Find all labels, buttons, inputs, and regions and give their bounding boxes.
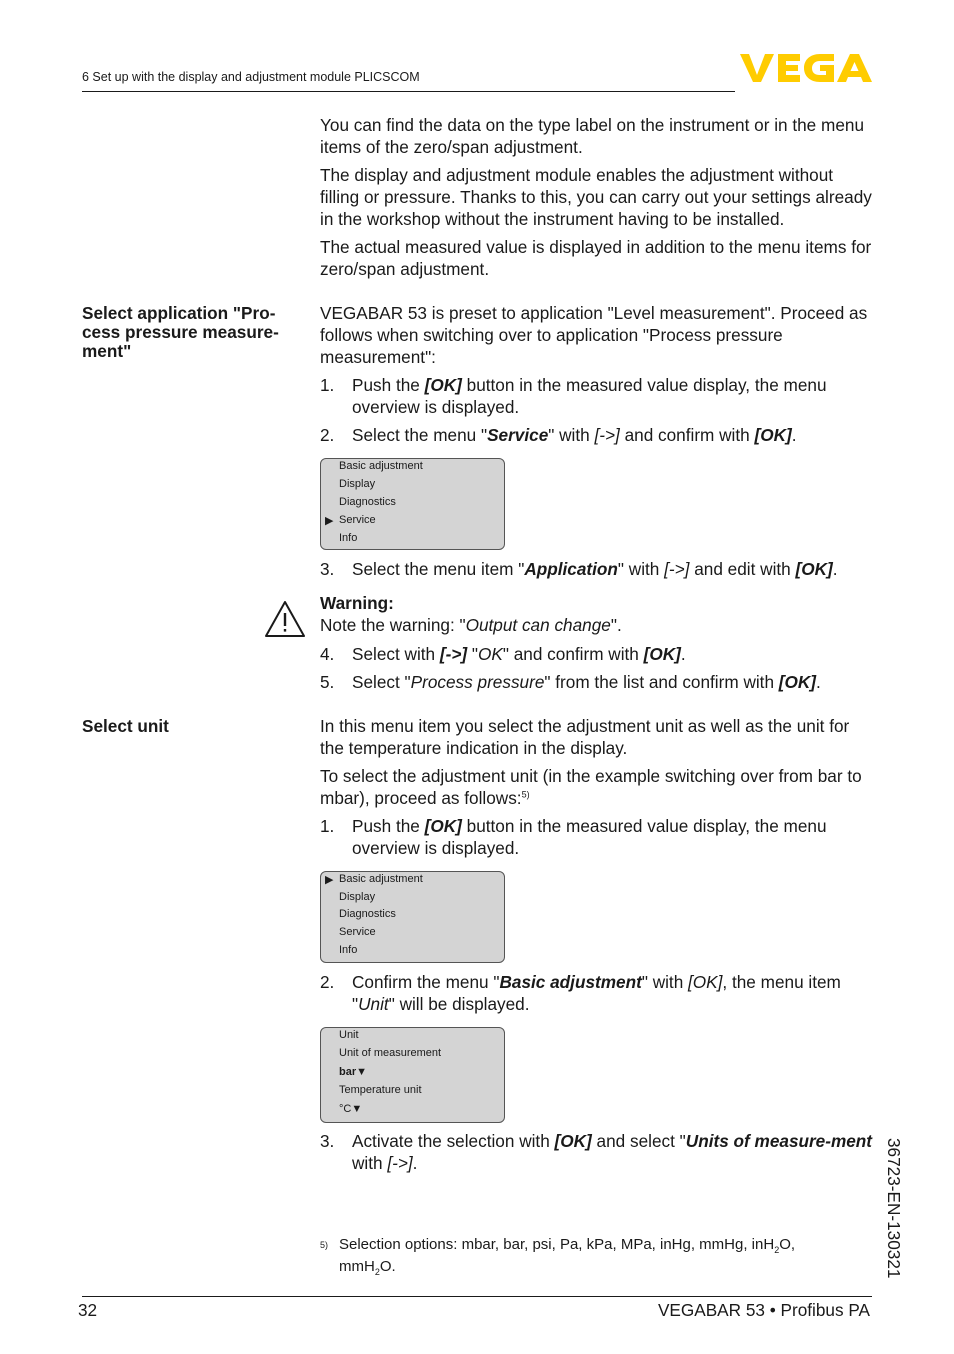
menu-screen-service (320, 458, 505, 550)
step-text: " and confirm with (502, 644, 644, 664)
footnote-part: O, mmH (339, 1236, 796, 1275)
ok-key: [OK] (754, 425, 792, 445)
step-text: and confirm with (619, 425, 755, 445)
unit-value-text: bar (339, 1066, 357, 1078)
application-step-4 (320, 643, 875, 665)
step-text: . (832, 559, 838, 579)
menu-item: Info (339, 944, 358, 956)
menu-name: Basic adjustment (499, 972, 642, 992)
side-heading-unit: Select unit (82, 716, 169, 736)
unit-value (339, 1066, 367, 1078)
ok-key: [OK] (795, 559, 833, 579)
step-number: 4. (320, 644, 335, 664)
footnote-mark: 5) (320, 1240, 329, 1250)
subscript: 2 (374, 1267, 380, 1277)
arrow-key: [->] (439, 644, 468, 664)
footnote-part: Selection options: mbar, bar, psi, Pa, kPa, MPa, inHg, mmHg, inH (339, 1236, 775, 1253)
step-text: and select " (591, 1131, 686, 1151)
step-number: 3. (320, 1131, 335, 1151)
unit-step-1 (320, 815, 875, 859)
footnote-ref: 5) (521, 789, 530, 800)
intro-paragraph-1: You can find the data on the type label on the instrument or in the menu items of the zero/span adjustment. (320, 115, 865, 157)
ok-key: [OK] (554, 1131, 592, 1151)
menu-item: Info (339, 532, 358, 544)
menu-item: Display (339, 891, 376, 903)
unit-step-2 (320, 971, 875, 1015)
menu-item: Diagnostics (339, 908, 396, 920)
footnote-part: O. (379, 1258, 396, 1275)
document-id (870, 1134, 910, 1294)
unit-paragraph-2 (320, 765, 875, 809)
temperature-value-text: °C (339, 1103, 352, 1115)
arrow-key: [->] (664, 559, 690, 579)
step-text: Select the menu " (352, 425, 488, 445)
step-text: " (467, 644, 478, 664)
ok-key: [OK] (424, 816, 462, 836)
step-text: Push the (352, 816, 425, 836)
dropdown-icon: ▼ (351, 1103, 363, 1115)
step-text: Push the (352, 375, 425, 395)
unit-label: Unit of measurement (339, 1047, 442, 1059)
step-text: , the menu item " (352, 972, 841, 1014)
option-name: Process pressure (410, 672, 545, 692)
warning-title: Warning: (320, 593, 394, 613)
step-text: Activate the selection with (352, 1131, 555, 1151)
menu-item-selected: Service (339, 514, 376, 526)
menu-name: Service (487, 425, 549, 445)
pointer-icon: ▶ (325, 515, 334, 527)
screen-title: Unit (339, 1029, 359, 1041)
step-text: button in the measured value display, the menu overview is displayed. (352, 375, 827, 417)
footer-rule (82, 1296, 872, 1297)
temperature-unit-label: Temperature unit (339, 1084, 422, 1096)
option-name: OK (478, 644, 503, 664)
menu-item: Service (339, 926, 376, 938)
page-number: 32 (78, 1300, 98, 1320)
arrow-key: [->] (594, 425, 620, 445)
application-step-5 (320, 671, 875, 693)
unit-step-3 (320, 1130, 875, 1174)
step-text: " with (617, 559, 665, 579)
running-header: 6 Set up with the display and adjustment module PLICSCOM (82, 70, 420, 84)
menu-item: Display (339, 478, 376, 490)
step-text: . (412, 1153, 418, 1173)
step-text: " will be displayed. (388, 994, 530, 1014)
application-step-2 (320, 424, 875, 446)
footnote-text (339, 1234, 839, 1278)
menu-item: Diagnostics (339, 496, 396, 508)
menu-name: Application (524, 559, 618, 579)
step-text: Select the menu item " (352, 559, 525, 579)
step-number: 3. (320, 559, 335, 579)
footnote (320, 1234, 840, 1278)
menu-item-name: Unit (358, 994, 389, 1014)
step-text: " from the list and confirm with (544, 672, 779, 692)
step-number: 1. (320, 816, 335, 836)
pointer-icon: ▶ (325, 874, 334, 886)
application-step-1 (320, 374, 875, 418)
arrow-key: [->] (387, 1153, 413, 1173)
step-text: " with (641, 972, 689, 992)
unit-paragraph-1: In this menu item you select the adjustment unit as well as the unit for the temperature indication in the display. (320, 716, 850, 758)
step-text: Select with (352, 644, 440, 664)
warning-text (320, 614, 875, 636)
step-text: Confirm the menu " (352, 972, 500, 992)
step-text: with (352, 1153, 388, 1173)
unit-paragraph-text: To select the adjustment unit (in the example switching over from bar to mbar), proceed as follows: (320, 766, 862, 808)
step-text: button in the measured value display, the menu overview is displayed. (352, 816, 827, 858)
warning-message: Output can change (465, 615, 611, 635)
menu-screen-basic-adjustment (320, 871, 505, 963)
step-text: Select " (352, 672, 411, 692)
step-text: . (680, 644, 686, 664)
warning-text-part: Note the warning: " (320, 615, 466, 635)
ok-key: [OK] (688, 972, 723, 992)
temperature-unit-value (339, 1103, 362, 1115)
warning-triangle-icon (264, 600, 306, 638)
menu-item: Basic adjustment (339, 460, 423, 472)
step-number: 2. (320, 425, 335, 445)
menu-name: Units of measure-ment (685, 1131, 873, 1151)
unit-screen (320, 1027, 505, 1123)
step-number: 2. (320, 972, 335, 992)
step-number: 1. (320, 375, 335, 395)
step-text: " with (548, 425, 595, 445)
vega-logo (740, 52, 872, 84)
header-rule (82, 91, 735, 92)
step-text: . (791, 425, 797, 445)
application-step-3 (320, 558, 875, 580)
warning-text-part: ". (610, 615, 622, 635)
intro-paragraph-2: The display and adjustment module enables the adjustment without filling or pressure. Thanks to this, you can carry out your settings already in the workshop without the instrument having to be installed. (320, 165, 872, 229)
ok-key: [OK] (778, 672, 817, 692)
side-heading-application: Select application "Pro-cess pressure measure-ment" (82, 303, 279, 361)
product-name: VEGABAR 53 • Profibus PA (657, 1300, 870, 1320)
step-text: and edit with (689, 559, 796, 579)
dropdown-icon: ▼ (356, 1066, 368, 1078)
ok-key: [OK] (643, 644, 681, 664)
document-id-text: 36723-EN-130321 (884, 1138, 904, 1279)
step-number: 5. (320, 672, 335, 692)
intro-paragraph-3: The actual measured value is displayed in addition to the menu items for zero/span adjustment. (320, 237, 872, 279)
menu-item-selected: Basic adjustment (339, 873, 423, 885)
step-text: . (816, 672, 821, 692)
application-lead: VEGABAR 53 is preset to application "Level measurement". Proceed as follows when switching over to application "Process pressure measurement": (320, 303, 868, 367)
subscript: 2 (774, 1245, 780, 1255)
ok-key: [OK] (424, 375, 462, 395)
